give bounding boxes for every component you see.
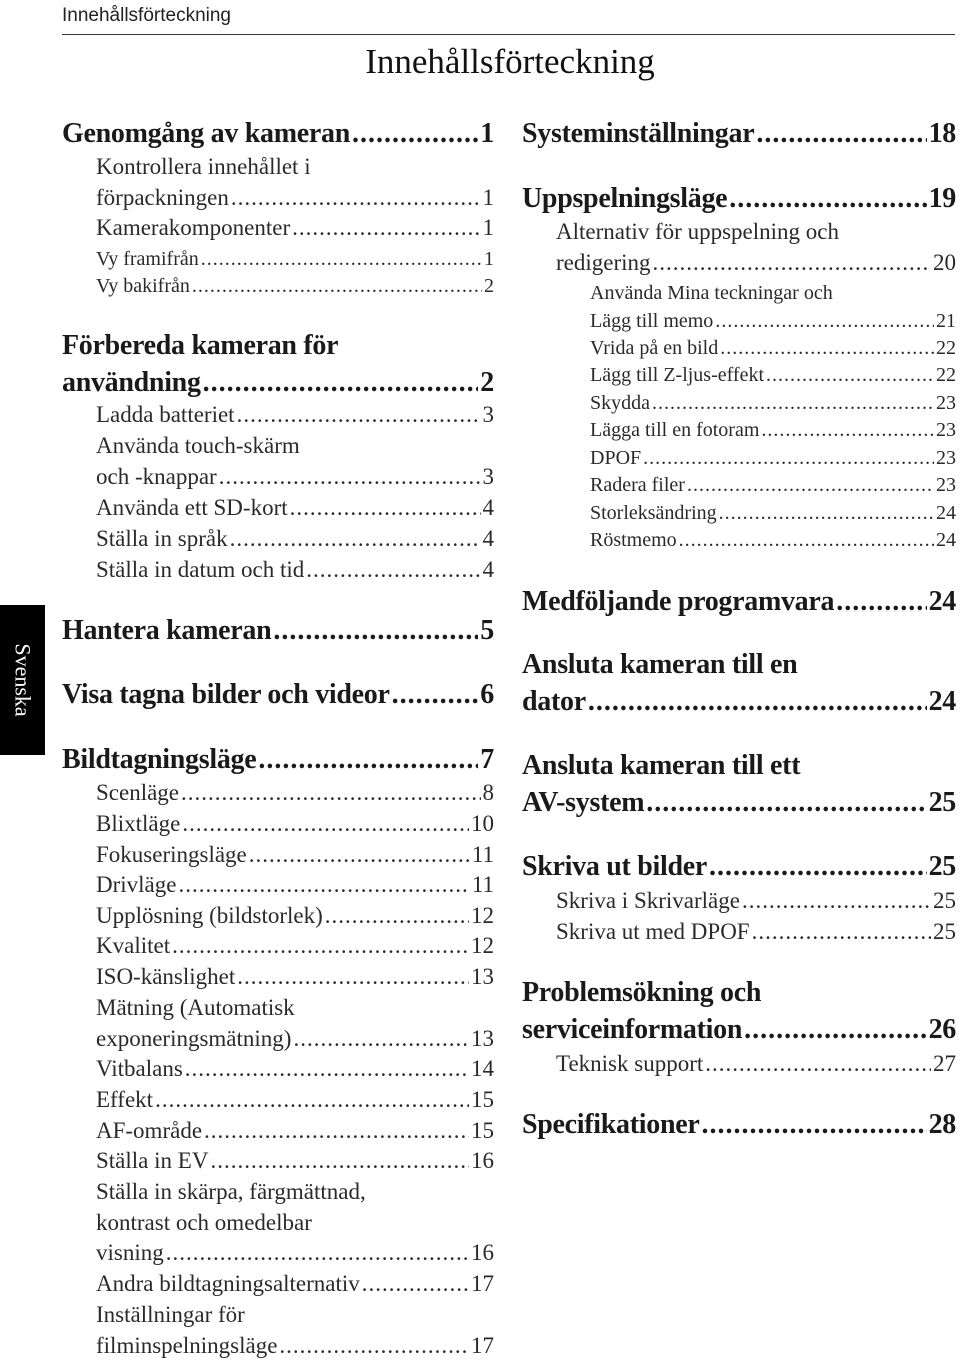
toc-page-number: 2 xyxy=(484,275,494,297)
toc-entry-title: Uppspelningsläge xyxy=(522,183,728,214)
toc-page-number: 10 xyxy=(471,811,494,836)
toc-entry[interactable] xyxy=(96,840,494,871)
toc-entry-title-line: Kontrollera innehållet i xyxy=(96,154,311,179)
toc-entry-title: filminspelningsläge xyxy=(96,1332,278,1358)
toc-page-number: 23 xyxy=(936,474,956,496)
toc-page-number: 6 xyxy=(480,679,494,710)
toc-entry-title: dator xyxy=(522,686,586,717)
toc-page-number: 3 xyxy=(482,402,494,427)
toc-entry-title: Radera filer xyxy=(590,474,685,496)
dot-leader xyxy=(352,115,478,152)
toc-page-number: 12 xyxy=(471,933,494,958)
toc-page-number: 20 xyxy=(933,249,956,275)
toc-page-number: 25 xyxy=(928,851,956,882)
dot-leader xyxy=(729,180,926,217)
dot-leader xyxy=(172,931,469,962)
toc-entry[interactable] xyxy=(522,180,956,217)
toc-entry-title: Hantera kameran xyxy=(62,615,272,646)
dot-leader xyxy=(203,364,479,401)
dot-leader xyxy=(249,840,470,871)
toc-page-number: 24 xyxy=(928,686,956,717)
toc-page-number: 1 xyxy=(484,248,494,270)
dot-leader xyxy=(258,741,478,778)
toc-entry-title: Kvalitet xyxy=(96,933,171,958)
toc-entry-title: Teknisk support xyxy=(556,1051,704,1076)
toc-entry-title: Medföljande programvara xyxy=(522,586,835,617)
page-title: Innehållsförteckning xyxy=(365,42,655,81)
toc-page-number: 24 xyxy=(936,502,956,524)
toc-entry[interactable] xyxy=(96,809,494,840)
dot-leader xyxy=(181,778,480,809)
dot-leader xyxy=(752,917,931,948)
toc-entry-title-line: Använda touch-skärm xyxy=(96,433,300,458)
toc-entry[interactable] xyxy=(96,993,494,1054)
toc-page-number: 26 xyxy=(928,1014,956,1045)
toc-entry-title: Scenläge xyxy=(96,780,180,805)
toc-page-number: 23 xyxy=(936,447,956,469)
toc-page-number: 18 xyxy=(928,118,956,149)
toc-entry-title: Vrida på en bild xyxy=(590,337,719,359)
toc-entry[interactable] xyxy=(96,1146,494,1177)
toc-entry[interactable] xyxy=(96,273,494,301)
toc-entry-title: AV-system xyxy=(522,787,645,818)
toc-entry[interactable] xyxy=(590,472,956,500)
toc-entry[interactable] xyxy=(96,1085,494,1116)
toc-entry-title: Specifikationer xyxy=(522,1109,700,1140)
toc-entry-title-line: Använda Mina teckningar och xyxy=(590,282,833,304)
toc-page-number: 13 xyxy=(471,1025,494,1051)
toc-entry[interactable] xyxy=(590,362,956,390)
dot-leader xyxy=(292,213,480,244)
toc-entry[interactable] xyxy=(556,1049,956,1080)
dot-leader xyxy=(362,1269,469,1300)
toc-page-number: 8 xyxy=(482,780,494,805)
toc-entry-title: AF-område xyxy=(96,1118,203,1143)
toc-entry-title: Blixtläge xyxy=(96,811,181,836)
toc-entry-title: Andra bildtagningsalternativ xyxy=(96,1271,360,1296)
toc-entry-title: och -knappar xyxy=(96,463,217,489)
toc-page-number: 28 xyxy=(928,1109,956,1140)
toc-entry[interactable] xyxy=(96,152,494,213)
toc-entry[interactable] xyxy=(96,493,494,524)
dot-leader xyxy=(219,462,481,493)
toc-entry-title: Ställa in datum och tid xyxy=(96,557,305,582)
dot-leader xyxy=(709,848,927,885)
toc-entry[interactable] xyxy=(96,555,494,586)
dot-leader xyxy=(290,493,481,524)
toc-entry-title-line: Problemsökning och xyxy=(522,977,762,1008)
dot-leader xyxy=(744,1011,927,1048)
toc-entry[interactable] xyxy=(96,1116,494,1147)
toc-entry-title: Skydda xyxy=(590,392,650,414)
dot-leader xyxy=(210,1146,469,1177)
toc-entry[interactable] xyxy=(96,901,494,932)
toc-page-number: 17 xyxy=(471,1271,494,1296)
toc-entry-title: användning xyxy=(62,367,201,398)
toc-page-number: 4 xyxy=(482,495,494,520)
dot-leader xyxy=(155,1085,469,1116)
toc-entry-title-line: Ansluta kameran till en xyxy=(522,649,798,680)
toc-entry-title: Storleksändring xyxy=(590,502,717,524)
toc-page-number: 2 xyxy=(480,367,494,398)
dot-leader xyxy=(687,472,934,500)
toc-entry-title: Genomgång av kameran xyxy=(62,118,351,149)
toc-page-number: 24 xyxy=(928,586,956,617)
toc-page-number: 3 xyxy=(482,463,494,489)
dot-leader xyxy=(279,1331,469,1362)
toc-entry-title-line: Förbereda kameran för xyxy=(62,330,339,361)
toc-entry[interactable] xyxy=(96,962,494,993)
dot-leader xyxy=(766,362,934,390)
toc-entry[interactable] xyxy=(590,390,956,418)
dot-leader xyxy=(652,390,934,418)
toc-page-number: 27 xyxy=(933,1051,956,1076)
toc-page-number: 17 xyxy=(471,1332,494,1358)
toc-entry-title: Effekt xyxy=(96,1087,154,1112)
dot-leader xyxy=(742,886,931,917)
language-side-tab xyxy=(0,605,45,755)
toc-entry[interactable] xyxy=(590,280,956,335)
toc-entry[interactable] xyxy=(556,217,956,278)
dot-leader xyxy=(306,555,480,586)
dot-leader xyxy=(705,1049,931,1080)
dot-leader xyxy=(643,445,934,473)
toc-entry-title-line: Mätning (Automatisk xyxy=(96,995,295,1020)
toc-entry[interactable] xyxy=(96,400,494,431)
dot-leader xyxy=(392,676,479,713)
toc-entry-title-line: Ansluta kameran till ett xyxy=(522,750,801,781)
dot-leader xyxy=(325,901,469,932)
dot-leader xyxy=(719,500,934,528)
toc-page-number: 14 xyxy=(471,1056,494,1081)
dot-leader xyxy=(185,1054,469,1085)
toc-entry[interactable] xyxy=(62,676,494,713)
toc-entry-title: Visa tagna bilder och videor xyxy=(62,679,390,710)
toc-entry-title: Röstmemo xyxy=(590,529,677,551)
toc-entry[interactable] xyxy=(522,848,956,885)
toc-page-number: 4 xyxy=(482,526,494,551)
toc-page-number: 21 xyxy=(936,309,956,332)
dot-leader xyxy=(756,115,926,152)
toc-page-number: 22 xyxy=(936,337,956,359)
dot-leader xyxy=(201,246,482,274)
side-tab-label: Svenska xyxy=(10,643,36,717)
dot-leader xyxy=(273,612,478,649)
toc-entry[interactable] xyxy=(62,741,494,778)
toc-entry[interactable] xyxy=(62,327,494,401)
toc-entry[interactable] xyxy=(522,974,956,1048)
toc-page-number: 25 xyxy=(933,919,956,944)
toc-entry-title: Upplösning (bildstorlek) xyxy=(96,903,323,928)
toc-entry[interactable] xyxy=(522,583,956,620)
toc-entry[interactable] xyxy=(590,527,956,555)
toc-entry[interactable] xyxy=(522,115,956,152)
toc-page-number: 16 xyxy=(471,1148,494,1173)
toc-page-number: 22 xyxy=(936,364,956,386)
dot-leader xyxy=(237,962,469,993)
toc-page-number: 4 xyxy=(482,557,494,582)
toc-entry-title: Vitbalans xyxy=(96,1056,183,1081)
dot-leader xyxy=(178,870,469,901)
toc-page-number: 1 xyxy=(482,184,494,210)
toc-page-number: 11 xyxy=(471,842,494,867)
toc-entry-title: Lägg till Z-ljus-effekt xyxy=(590,364,765,386)
toc-entry[interactable] xyxy=(96,246,494,274)
toc-page-number: 24 xyxy=(936,529,956,551)
toc-entry[interactable] xyxy=(96,1269,494,1300)
toc-entry-title: Ställa in EV xyxy=(96,1148,209,1173)
dot-leader xyxy=(230,524,481,555)
dot-leader xyxy=(237,400,481,431)
toc-entry-title-line: Alternativ för uppspelning och xyxy=(556,219,839,244)
toc-entry-title: redigering xyxy=(556,249,651,275)
toc-page-number: 7 xyxy=(480,744,494,775)
toc-entry[interactable] xyxy=(522,1106,956,1143)
dot-leader xyxy=(588,683,927,720)
toc-entry[interactable] xyxy=(96,431,494,492)
toc-page-number: 15 xyxy=(471,1118,494,1143)
toc-entry[interactable] xyxy=(522,646,956,720)
toc-entry-title: ISO-känslighet xyxy=(96,964,236,989)
toc-entry-title: Ladda batteriet xyxy=(96,402,235,427)
dot-leader xyxy=(166,1238,469,1269)
toc-entry-title: DPOF xyxy=(590,447,642,469)
toc-page-number: 23 xyxy=(936,392,956,414)
toc-entry-title-line: kontrast och omedelbar xyxy=(96,1209,312,1235)
dot-leader xyxy=(679,527,934,555)
toc-page-number: 25 xyxy=(928,787,956,818)
toc-entry-title: serviceinformation xyxy=(522,1014,743,1045)
toc-entry-title: Systeminställningar xyxy=(522,118,755,149)
toc-entry[interactable] xyxy=(590,417,956,445)
toc-entry-title: Fokuseringsläge xyxy=(96,842,247,867)
toc-entry-title: Drivläge xyxy=(96,872,177,897)
toc-entry[interactable] xyxy=(590,445,956,473)
dot-leader xyxy=(715,308,934,336)
dot-leader xyxy=(836,583,926,620)
dot-leader xyxy=(653,248,931,279)
dot-leader xyxy=(204,1116,469,1147)
toc-page-number: 5 xyxy=(480,615,494,646)
toc-page-number: 23 xyxy=(936,419,956,441)
toc-entry-title: Lägg till memo xyxy=(590,309,714,332)
toc-entry-title: Skriva ut bilder xyxy=(522,851,708,882)
toc-entry[interactable] xyxy=(590,500,956,528)
toc-entry-title: Vy bakifrån xyxy=(96,275,190,297)
toc-entry[interactable] xyxy=(556,886,956,917)
toc-page-number: 19 xyxy=(928,183,956,214)
toc-page-number: 11 xyxy=(471,872,494,897)
header-rule xyxy=(62,34,955,35)
toc-entry[interactable] xyxy=(96,931,494,962)
toc-page-number: 15 xyxy=(471,1087,494,1112)
toc-entry-title: Lägga till en fotoram xyxy=(590,419,760,441)
dot-leader xyxy=(231,183,481,214)
toc-entry[interactable] xyxy=(96,1054,494,1085)
toc-entry[interactable] xyxy=(590,335,956,363)
toc-entry[interactable] xyxy=(62,612,494,649)
toc-page-number: 1 xyxy=(482,215,494,240)
toc-entry[interactable] xyxy=(96,1300,494,1361)
dot-leader xyxy=(192,273,482,301)
toc-entry[interactable] xyxy=(522,747,956,821)
toc-page-number: 16 xyxy=(471,1240,494,1266)
dot-leader xyxy=(761,417,934,445)
toc-entry[interactable] xyxy=(96,524,494,555)
toc-entry[interactable] xyxy=(96,213,494,244)
dot-leader xyxy=(702,1106,927,1143)
toc-entry[interactable] xyxy=(96,870,494,901)
toc-page-number: 1 xyxy=(480,118,494,149)
toc-entry-title: Skriva i Skrivarläge xyxy=(556,888,740,913)
toc-entry[interactable] xyxy=(556,917,956,948)
toc-entry-title: Kamerakomponenter xyxy=(96,215,291,240)
toc-page-number: 12 xyxy=(471,903,494,928)
dot-leader xyxy=(646,784,926,821)
toc-entry-title: Använda ett SD-kort xyxy=(96,495,288,520)
dot-leader xyxy=(182,809,469,840)
toc-entry-title: exponeringsmätning) xyxy=(96,1025,292,1051)
toc-page-number: 25 xyxy=(933,888,956,913)
toc-entry[interactable] xyxy=(62,115,494,152)
toc-entry-title-line: Inställningar för xyxy=(96,1302,245,1327)
toc-entry-title: Skriva ut med DPOF xyxy=(556,919,750,944)
toc-entry[interactable] xyxy=(96,1177,494,1269)
toc-entry-title: förpackningen xyxy=(96,184,229,210)
toc-entry[interactable] xyxy=(96,778,494,809)
running-header: Innehållsförteckning xyxy=(62,5,231,26)
toc-entry-title: Vy framifrån xyxy=(96,248,199,270)
dot-leader xyxy=(293,1024,469,1055)
toc-entry-title: Ställa in språk xyxy=(96,526,228,551)
toc-page-number: 13 xyxy=(471,964,494,989)
dot-leader xyxy=(720,335,934,363)
toc-entry-title: Bildtagningsläge xyxy=(62,744,257,775)
toc-entry-title: visning xyxy=(96,1240,164,1266)
toc-entry-title-line: Ställa in skärpa, färgmättnad, xyxy=(96,1179,366,1204)
